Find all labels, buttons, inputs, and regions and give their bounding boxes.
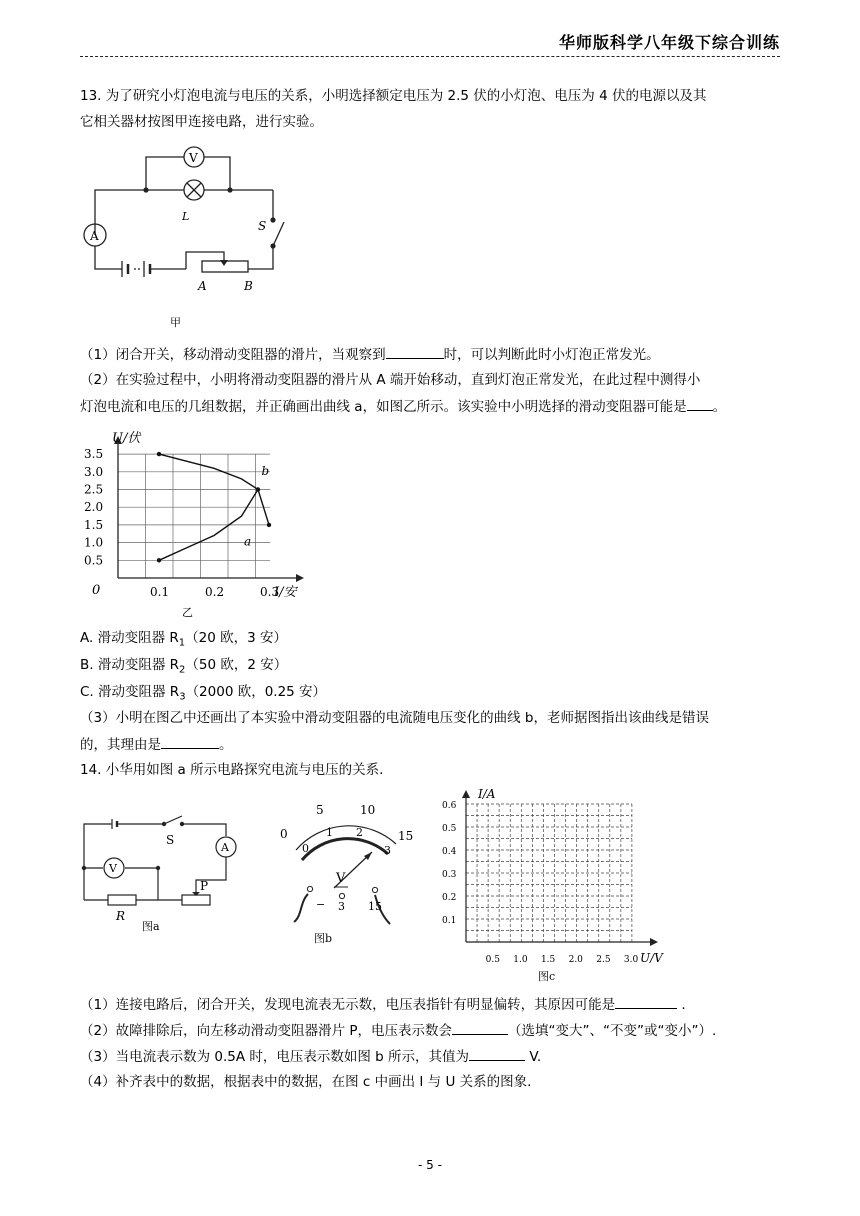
figb-scale-top-0: 0 xyxy=(280,827,288,841)
chart-c xyxy=(436,788,676,986)
rheostat-slider-arrow xyxy=(220,260,228,266)
chart-c-xtick: 2.0 xyxy=(568,955,583,965)
chart-yi-ytick: 3.0 xyxy=(84,464,104,479)
chart-c-ytick: 0.3 xyxy=(442,870,457,880)
q14-part2: （2）故障排除后，向左移动滑动变阻器滑片 P，电压表示数会 （选填“变大”、“不变”或“变小”）. xyxy=(80,1020,716,1041)
chart-yi xyxy=(78,428,318,624)
figure-a-circuit xyxy=(78,810,248,940)
figa-resistor-label: R xyxy=(116,909,126,923)
chart-c-ylabel: I/A xyxy=(478,788,496,801)
figb-terminal-minus: − xyxy=(316,898,326,911)
chart-c-xtick: 2.5 xyxy=(596,955,611,965)
chart-yi-series-label: b xyxy=(261,463,270,478)
chart-yi-point xyxy=(157,452,161,456)
answer-blank-q14-1[interactable] xyxy=(615,994,677,1009)
figa-caption: 图a xyxy=(142,920,160,933)
q13-option-b[interactable]: B. 滑动变阻器 $R_2(50$ 欧，2 安） xyxy=(80,657,288,676)
header-title: 华师版科学八年级下综合训练 xyxy=(558,33,780,52)
answer-blank-q13-3[interactable] xyxy=(161,734,219,749)
chart-yi-xtick: 0.1 xyxy=(150,585,170,599)
q14-part1: （1）连接电路后，闭合开关，发现电流表无示数，电压表指针有明显偏转，其原因可能是 . xyxy=(80,994,686,1015)
chart-yi-ytick: 1.0 xyxy=(84,535,104,550)
page-header xyxy=(80,24,780,57)
figb-scale-top-5: 5 xyxy=(316,803,324,817)
figa-voltmeter-label: V xyxy=(109,862,117,875)
chart-yi-point xyxy=(157,558,161,562)
q13-part3-line2: 的，其理由是 。 xyxy=(80,734,233,755)
chart-c-axes xyxy=(462,790,658,946)
chart-yi-xtick: 0.2 xyxy=(205,585,225,599)
chart-yi-xtick: 0.3 xyxy=(260,585,280,599)
figb-scale-top-15: 15 xyxy=(398,829,414,843)
chart-yi-ytick: 1.5 xyxy=(84,517,104,532)
chart-yi-series-label: a xyxy=(244,534,252,549)
jia-lamp-label: L xyxy=(182,210,190,223)
answer-blank-q14-3[interactable] xyxy=(469,1046,525,1061)
q13-part2-line1: （2）在实验过程中，小明将滑动变阻器的滑片从 A 端开始移动，直到灯泡正常发光，在此过程中测得小 xyxy=(80,372,701,388)
chart-c-ytick: 0.1 xyxy=(442,916,457,926)
jia-ammeter-label: A xyxy=(90,229,99,243)
figure-b-voltmeter xyxy=(272,792,422,952)
chart-yi-ytick: 2.0 xyxy=(84,500,104,515)
answer-blank-q13-2[interactable] xyxy=(687,396,713,411)
figa-ammeter-label: A xyxy=(221,841,229,854)
chart-c-caption: 图c xyxy=(538,970,556,983)
chart-yi-xlabel: I/安 xyxy=(274,585,297,600)
answer-blank-q14-2[interactable] xyxy=(452,1020,508,1035)
figure-jia-circuit xyxy=(78,140,288,340)
q13-stem-line1: 13. 为了研究小灯泡电流与电压的关系，小明选择额定电压为 2.5 伏的小灯泡、电压为 4 伏的电源以及其 xyxy=(80,88,707,104)
chart-c-ytick: 0.4 xyxy=(442,847,457,857)
chart-c-ytick: 0.6 xyxy=(442,801,457,811)
chart-c-xtick: 1.5 xyxy=(540,955,556,965)
q13-stem-line2: 它相关器材按图甲连接电路，进行实验。 xyxy=(80,114,323,130)
chart-c-ticks xyxy=(442,801,638,965)
q14-stem: 14. 小华用如图 a 所示电路探究电流与电压的关系. xyxy=(80,762,384,778)
chart-c-xtick: 1.0 xyxy=(513,955,528,965)
figb-scale-bottom-0: 0 xyxy=(302,842,309,855)
figa-switch-label: S xyxy=(166,833,175,847)
figa-slider-label: P xyxy=(200,879,209,893)
chart-c-xlabel: U/V xyxy=(640,951,663,965)
figb-scale-top-10: 10 xyxy=(360,803,376,817)
q14-part3: （3）当电流表示数为 0.5A 时，电压表示数如图 b 所示，其值为 V. xyxy=(80,1046,541,1067)
chart-yi-ytick: 3.5 xyxy=(84,447,104,462)
chart-c-ytick: 0.5 xyxy=(442,824,457,834)
chart-yi-ylabel: U/伏 xyxy=(112,431,141,446)
q13-option-a[interactable]: A. 滑动变阻器 $R_1(20$ 欧，3 安） xyxy=(80,630,287,649)
figb-terminal-3: 3 xyxy=(338,900,345,913)
jia-voltmeter-label: V xyxy=(189,151,198,165)
jia-end-a-label: A xyxy=(198,279,207,293)
chart-yi-ytick: 2.5 xyxy=(84,482,104,497)
q13-part1: （1）闭合开关，移动滑动变阻器的滑片，当观察到 时，可以判断此时小灯泡正常发光。 xyxy=(80,344,660,365)
answer-blank-q13-1[interactable] xyxy=(386,344,444,359)
chart-yi-origin-label: 0 xyxy=(92,583,101,598)
chart-yi-ticks xyxy=(84,447,279,599)
chart-c-xtick: 0.5 xyxy=(485,955,500,965)
chart-c-grid xyxy=(466,804,632,942)
chart-c-ytick: 0.2 xyxy=(442,893,457,903)
page-number: - 5 - xyxy=(418,1158,442,1172)
jia-end-b-label: B xyxy=(244,279,253,293)
chart-yi-caption: 乙 xyxy=(182,606,193,619)
jia-switch-label: S xyxy=(258,219,267,233)
chart-yi-point xyxy=(267,523,271,527)
figb-scale-bottom-2: 2 xyxy=(356,826,363,839)
chart-yi-ytick: 0.5 xyxy=(84,553,104,568)
jia-caption: 甲 xyxy=(170,316,181,329)
figb-terminal-15: 15 xyxy=(368,900,382,913)
figb-meter-label: V xyxy=(336,871,346,886)
figb-scale-bottom-3: 3 xyxy=(384,844,391,857)
q13-option-c[interactable]: C. 滑动变阻器 $R_3(2000$ 欧，0.25 安） xyxy=(80,684,327,703)
figb-scale-bottom-1: 1 xyxy=(326,826,333,839)
q13-part3-line1: （3）小明在图乙中还画出了本实验中滑动变阻器的电流随电压变化的曲线 b，老师据图指出该曲线是错误 xyxy=(80,710,709,726)
chart-yi-grid xyxy=(118,454,270,578)
figb-caption: 图b xyxy=(314,932,333,945)
chart-c-xtick: 3.0 xyxy=(623,955,639,965)
q14-part4: （4）补齐表中的数据，根据表中的数据，在图 c 中画出 I 与 U 关系的图象. xyxy=(80,1074,532,1090)
q13-part2-line2: 灯泡电流和电压的几组数据，并正确画出曲线 a，如图乙所示。该实验中小明选择的滑动变阻器可能是 。 xyxy=(80,396,726,417)
